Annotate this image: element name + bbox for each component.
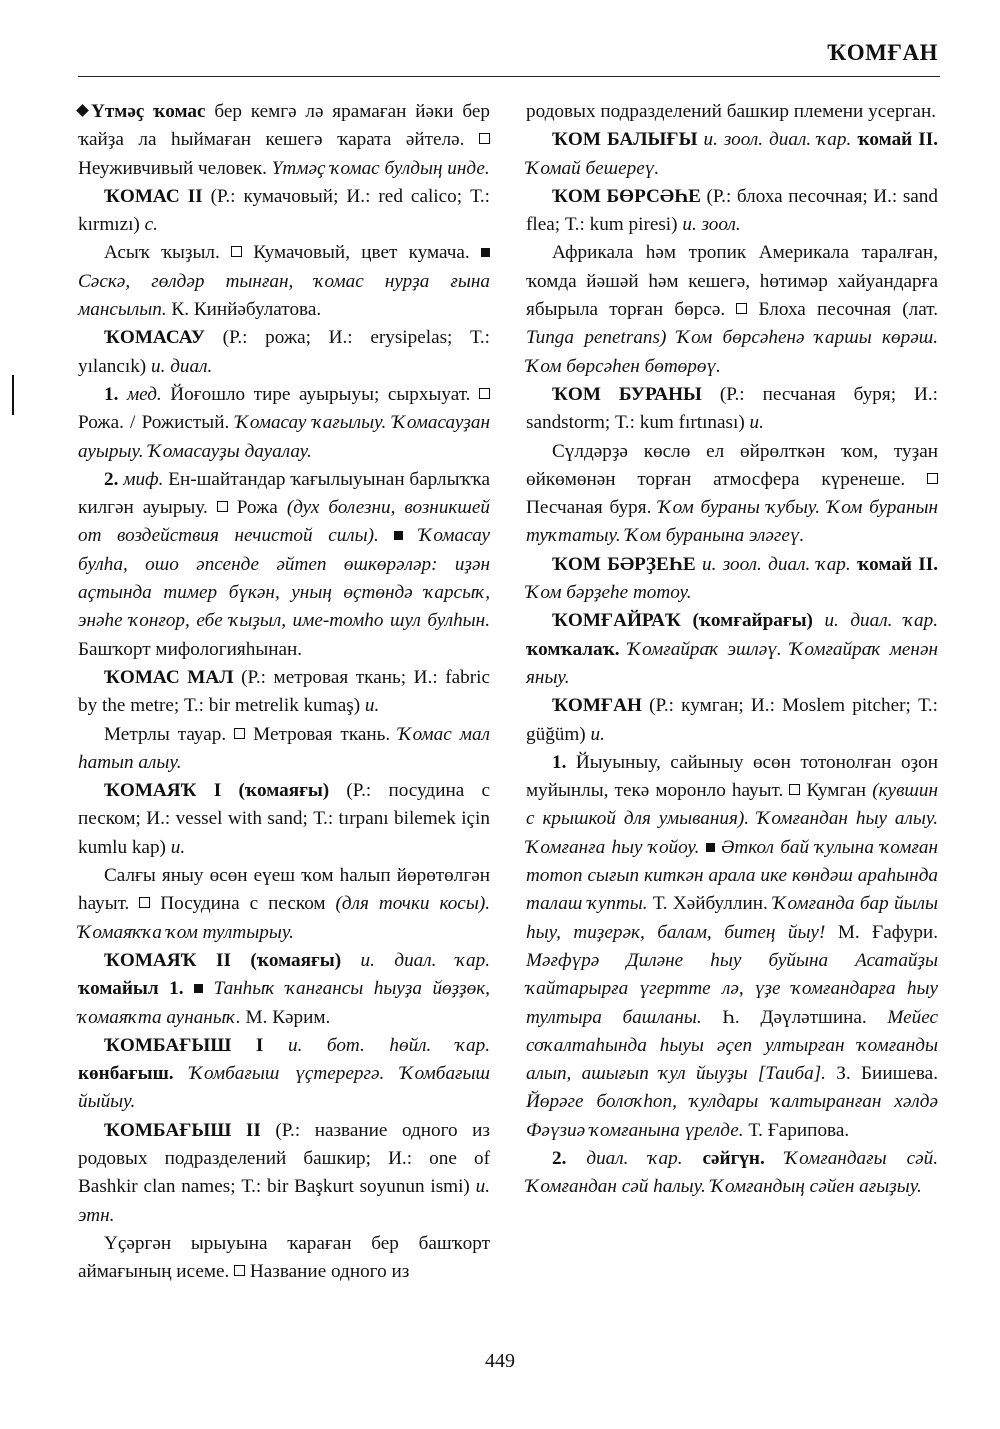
entry-komayak-2: ҠОМАЯҠ II (ҡомаяғы) и. диал. ҡар. ҡомайыл 1. Танһыҡ ҡанғансы һыуҙа йөҙҙөк, ҡомаяҡта аунаныҡ. М. Кәрим. — [78, 949, 490, 1028]
black-square-icon — [394, 531, 403, 540]
left-column — [78, 98, 490, 1286]
entry-kom-burany: ҠОМ БУРАНЫ (Р.: песчаная буря; И.: sandstorm; Т.: kum fırtınası) и. — [526, 383, 938, 434]
def-kom-burany: Сүлдәрҙә көслө ел өйрөлткән ҡом, туҙан өйкөмөнән торған атмосфера күренеше. Песчаная буря. Ҡом бураны ҡубыу. Ҡом буранын туҡтатыу. Ҡом буранына эләгеү. — [526, 440, 938, 547]
diamond-icon — [76, 104, 89, 117]
square-icon — [736, 303, 747, 314]
entry-komas-mal: ҠОМАС МАЛ (Р.: метровая ткань; И.: fabric by the metre; Т.: bir metrelik kumaş) и. — [78, 666, 490, 717]
black-square-icon — [194, 984, 203, 993]
square-icon — [217, 501, 228, 512]
square-icon — [139, 897, 150, 908]
def-kombagysh-2: Үҫәргән ырыуына ҡараған бер башҡорт аймағының исеме. Название одного из — [78, 1232, 490, 1283]
entry-komas-2: ҠОМАС II (Р.: кумачовый; И.: red calico; Т.: kırmızı) с. — [78, 185, 490, 236]
entry-komayak-1: ҠОМАЯҠ I (ҡомаяғы) (Р.: посудина с песком; И.: vessel with sand; Т.: tırpanı bilemek için kumlu kap) и. — [78, 780, 490, 858]
page-number: 449 — [485, 1350, 515, 1372]
entry-komgan: ҠОМҒАН (Р.: кумган; И.: Moslem pitcher; Т.: güğüm) и. — [526, 695, 938, 745]
entry-kombagysh-2: ҠОМБАҒЫШ II (Р.: название одного из родовых подразделений башкир; И.: one of Bashkir clan names; Т.: bir Başkurt soyunun ismi) и. этн. — [78, 1119, 491, 1226]
def-kombagysh-2-cont: родовых подразделений башкир племени усерган. — [526, 101, 937, 122]
def-komasau-1: 1. мед. Йоғошло тире ауырыуы; сырхыуат. Рожа. / Рожистый. Ҡомасау ҡағылыу. Ҡомасауҙан ауырыу. Ҡомасауҙы дауалау. — [78, 383, 490, 462]
def-komasau-2: 2. миф. Ен-шайтандар ҡағылыуынан барлыҡҡа килгән ауырыу. Рожа (дух болезни, возникшей от воздействия нечистой силы). Ҡомасау булһа, ошо әпсенде әйтеп өшкөрәләр: иҙән аҫтында тимер бүкән, уның өҫтөндә ҡарсыҡ, энәһе ҡонғор, ебе ҡыҙыл, име-томһо шул булһын. Башҡорт мифологияһынан. — [78, 468, 491, 660]
running-head: ҠОМҒАН — [827, 40, 938, 65]
def-komgan-1: 1. Йыуыныу, сайыныу өсөн тотонолған оҙон муйынлы, текә моронло һауыт. Кумган (кувшин с крышкой для умывания). Ҡомғандан һыу алыу. Ҡомғанға һыу ҡойоу. Әткол бай ҡулына ҡомған тотоп сығып киткән арала ике көндәш араһында талаш ҡупты. Т. Хәйбуллин. Ҡомғанда бар йылы һыу, тиҙерәк, балам, битең йыу! М. Ғафури. Мәғфүрә Диләне һыу буйына Асатайҙы ҡайтарырға үгертте лә, үҙе ҡомғандарға һыу тултыра башланы. Һ. Дәүләтшина. Мейес соҡалтаһында һыуы әҫеп ултырған ҡомғанды алып, ашығып ҡул йыуҙы [Таиба]. З. Биишева. Йөрәге болоҡһоп, ҡулдары ҡалтыранған хәлдә Фәүзиә ҡомғанына үрелде. Т. Ғарипова. — [526, 751, 939, 1141]
margin-mark — [12, 375, 14, 415]
entry-kombagysh-1: ҠОМБАҒЫШ I и. бот. һөйл. ҡар. көнбағыш. Ҡомбағыш үҫтерергә. Ҡомбағыш йыйыу. — [78, 1034, 491, 1113]
entry-kom-berzehe: ҠОМ БӘРҘЕҺЕ и. зоол. диал. ҡар. ҡомай II. Ҡом бәрҙеһе тотоу. — [526, 553, 939, 604]
def-komayak-1: Салғы яныу өсөн еүеш ҡом һалып йөрөтөлгән һауыт. Посудина с песком (для точки косы). Ҡомаяҡҡа ҡом тултырыу. — [78, 865, 491, 943]
def-komgan-2: 2. диал. ҡар. сәйгүн. Ҡомғандағы сәй. Ҡомғандан сәй һалыу. Ҡомғандың сәйен ағыҙыу. — [526, 1147, 939, 1198]
entry-komasau: ҠОМАСАУ (Р.: рожа; И.: erysipelas; Т.: yılancık) и. диал. — [78, 327, 490, 377]
black-square-icon — [706, 843, 715, 852]
square-icon — [231, 246, 242, 257]
def-komas-2: Асыҡ ҡыҙыл. Кумачовый, цвет кумача. Сәскә, гөлдәр тынған, ҡомас нурҙа ғына мансылып. К. Кинйәбулатова. — [78, 242, 490, 321]
square-icon — [479, 133, 490, 144]
def-komas-mal: Метрлы тауар. Метровая ткань. Ҡомас мал һатып алыу. — [78, 723, 490, 773]
square-icon — [789, 784, 800, 795]
square-icon — [927, 473, 938, 484]
entry-kom-balygy: ҠОМ БАЛЫҒЫ и. зоол. диал. ҡар. ҡомай II. Ҡомай бешереү. — [526, 129, 939, 179]
black-square-icon — [481, 248, 490, 257]
square-icon — [234, 728, 245, 739]
square-icon — [234, 1265, 245, 1276]
entry-kom-borsehe: ҠОМ БӨРСӘҺЕ (Р.: блоха песочная; И.: sand flea; Т.: kum piresi) и. зоол. — [526, 185, 938, 236]
entry-utmes: Үтмәҫ ҡомас бер кемгә лә ярамаған йәки бер ҡайҙа ла һыймаған кешегә ҡарата әйтелә. Неуживчивый человек. Үтмәҫ ҡомас булдың инде. — [78, 101, 490, 179]
right-column — [526, 98, 938, 1202]
def-kom-borsehe: Африкала һәм тропик Америкала таралған, ҡомда йәшәй һәм кешегә, һөтимәр хайуандарға ябырыла торған бөрсә. Блоха песочная (лат. Tunga penetrans) Ҡом бөрсәһенә ҡаршы көрәш. Ҡом бөрсәһен бөтөрөү. — [526, 242, 939, 377]
square-icon — [479, 388, 490, 399]
header-rule — [78, 76, 940, 77]
entry-komgairak: ҠОМҒАЙРАҠ (ҡомғайрағы) и. диал. ҡар. ҡомҡалаҡ. Ҡомғайраҡ эшләү. Ҡомғайраҡ менән яныу. — [526, 610, 938, 688]
